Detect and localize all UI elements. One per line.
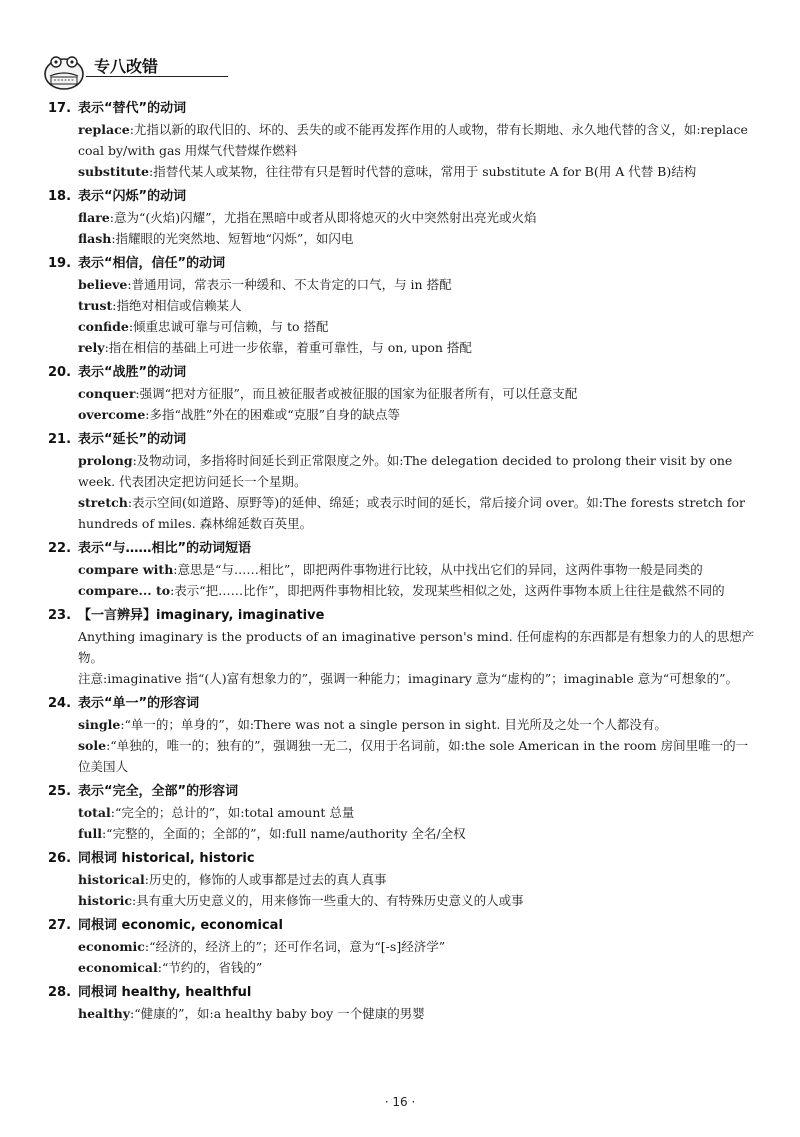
definition-line — [78, 295, 760, 316]
definition-text: :指绝对相信或信赖某人 — [112, 298, 242, 313]
definition-text: :表示空间(如道路、原野等)的延伸、绵延；或表示时间的延长，常后接介词 over。如:The forests stretch for hundreds of miles. 森林绵延数百英里。 — [78, 495, 746, 531]
section-number: 17. — [48, 101, 72, 116]
definition-text: :指耀眼的光突然地、短暂地“闪烁”，如闪电 — [111, 231, 354, 246]
term: healthy — [78, 1006, 131, 1021]
definition-line — [78, 823, 760, 844]
term: believe — [78, 277, 128, 292]
definition-line — [78, 316, 760, 337]
section-25 — [48, 781, 760, 844]
definition-text: :“经济的，经济上的”；还可作名词，意为“[-s]经济学” — [144, 939, 446, 954]
definition-line — [78, 404, 760, 425]
section-number: 23. — [48, 608, 72, 623]
term: flash — [78, 231, 112, 246]
term: compare with — [78, 562, 174, 577]
section-heading: 表示“闪烁”的动词 — [78, 189, 187, 204]
section-title — [48, 429, 760, 450]
section-number: 21. — [48, 432, 72, 447]
definition-text: :普通用词，常表示一种缓和、不太肯定的口气，与 in 搭配 — [127, 277, 452, 292]
term: sole — [78, 738, 107, 753]
section-title — [48, 982, 760, 1003]
term: substitute — [78, 164, 150, 179]
definition-line — [78, 383, 760, 404]
section-number: 20. — [48, 365, 72, 380]
definition-text: :指替代某人或某物，往往带有只是暂时代替的意味，常用于 substitute A for B(用 A 代替 B)结构 — [149, 164, 697, 179]
term: replace — [78, 122, 130, 137]
section-heading: 同根词 historical, historic — [78, 851, 255, 866]
definition-line — [78, 119, 760, 161]
term: stretch — [78, 495, 128, 510]
definition-text: :“完整的，全面的；全部的”，如:full name/authority 全名/全权 — [101, 826, 466, 841]
definition-text: :“节约的，省钱的” — [157, 960, 263, 975]
section-body — [48, 207, 760, 249]
term: flare — [78, 210, 110, 225]
section-heading: 表示“替代”的动词 — [78, 101, 187, 116]
term: economical — [78, 960, 158, 975]
definition-line — [78, 450, 760, 492]
section-heading: 表示“完全，全部”的形容词 — [78, 784, 239, 799]
definition-line — [78, 274, 760, 295]
definition-text: :“单一的；单身的”，如:There was not a single person in sight. 目光所及之处一个人都没有。 — [120, 717, 667, 732]
section-title — [48, 538, 760, 559]
section-number: 22. — [48, 541, 72, 556]
term: single — [78, 717, 121, 732]
page-number: · 16 · — [384, 1095, 416, 1109]
definition-line — [78, 1003, 760, 1024]
section-number: 24. — [48, 696, 72, 711]
section-24 — [48, 693, 760, 777]
section-body — [48, 714, 760, 777]
section-19 — [48, 253, 760, 358]
definition-text: :意思是“与……相比”，即把两件事物进行比较，从中找出它们的异同，这两件事物一般是同类的 — [173, 562, 703, 577]
section-body — [48, 626, 760, 689]
section-number: 18. — [48, 189, 72, 204]
section-heading: 表示“战胜”的动词 — [78, 365, 187, 380]
section-17 — [48, 98, 760, 182]
term: overcome — [78, 407, 146, 422]
section-20 — [48, 362, 760, 425]
definition-text: :强调“把对方征服”，而且被征服者或被征服的国家为征服者所有，可以任意支配 — [135, 386, 578, 401]
section-heading: 表示“与……相比”的动词短语 — [78, 541, 252, 556]
term: trust — [78, 298, 113, 313]
page-content — [48, 98, 760, 1028]
definition-text: 注意:imaginative 指“(人)富有想象力的”，强调一种能力；imaginary 意为“虚构的”；imaginable 意为“可想象的”。 — [78, 671, 739, 686]
definition-line — [78, 869, 760, 890]
section-heading: 表示“延长”的动词 — [78, 432, 187, 447]
term: economic — [78, 939, 145, 954]
term: conquer — [78, 386, 136, 401]
definition-text: :“健康的”，如:a healthy baby boy 一个健康的男婴 — [130, 1006, 425, 1021]
section-title — [48, 781, 760, 802]
cartoon-logo-icon — [42, 48, 86, 92]
definition-line — [78, 735, 760, 777]
section-21 — [48, 429, 760, 534]
definition-text: :意为“(火焰)闪耀”，尤指在黑暗中或者从即将熄灭的火中突然射出亮光或火焰 — [109, 210, 537, 225]
section-heading: 表示“相信，信任”的动词 — [78, 256, 226, 271]
section-title — [48, 186, 760, 207]
term: historical — [78, 872, 145, 887]
definition-text: Anything imaginary is the products of an imaginative person's mind. 任何虚构的东西都是有想象力的人的思想产物。 — [78, 629, 755, 665]
section-number: 27. — [48, 918, 72, 933]
definition-line — [78, 161, 760, 182]
section-heading: 同根词 economic, economical — [78, 918, 283, 933]
section-title — [48, 98, 760, 119]
definition-line — [78, 559, 760, 580]
section-heading: 【一言辨异】imaginary, imaginative — [78, 608, 325, 623]
definition-line — [78, 580, 760, 601]
definition-text: :多指“战胜”外在的困难或“克服”自身的缺点等 — [145, 407, 401, 422]
section-body — [48, 559, 760, 601]
section-27 — [48, 915, 760, 978]
section-body — [48, 869, 760, 911]
definition-text: :及物动词，多指将时间延长到正常限度之外。如:The delegation decided to prolong their visit by one week. 代表团决定把访问延长一个星期。 — [78, 453, 733, 489]
definition-line — [78, 228, 760, 249]
section-title — [48, 848, 760, 869]
definition-line — [78, 936, 760, 957]
section-number: 26. — [48, 851, 72, 866]
term: rely — [78, 340, 105, 355]
section-22 — [48, 538, 760, 601]
section-title — [48, 915, 760, 936]
header-divider — [86, 76, 228, 77]
section-title — [48, 605, 760, 626]
definition-line — [78, 337, 760, 358]
section-18 — [48, 186, 760, 249]
term: full — [78, 826, 102, 841]
page-header — [42, 42, 202, 92]
section-body — [48, 119, 760, 182]
definition-line — [78, 492, 760, 534]
section-number: 25. — [48, 784, 72, 799]
section-number: 19. — [48, 256, 72, 271]
section-title — [48, 693, 760, 714]
term: compare... to — [78, 583, 171, 598]
section-body — [48, 936, 760, 978]
definition-text: :历史的，修饰的人或事都是过去的真人真事 — [144, 872, 387, 887]
section-body — [48, 383, 760, 425]
definition-text: :具有重大历史意义的，用来修饰一些重大的、有特殊历史意义的人或事 — [131, 893, 524, 908]
section-body — [48, 274, 760, 358]
definition-text: :倾重忠诚可靠与可信赖，与 to 搭配 — [128, 319, 329, 334]
section-body — [48, 450, 760, 534]
definition-line — [78, 802, 760, 823]
section-heading: 表示“单一”的形容词 — [78, 696, 200, 711]
definition-line — [78, 714, 760, 735]
term: total — [78, 805, 111, 820]
section-28 — [48, 982, 760, 1024]
section-number: 28. — [48, 985, 72, 1000]
section-23 — [48, 605, 760, 689]
term: confide — [78, 319, 129, 334]
definition-text: :“单独的，唯一的；独有的”，强调独一无二，仅用于名词前，如:the sole American in the room 房间里唯一的一位美国人 — [78, 738, 749, 774]
section-title — [48, 362, 760, 383]
definition-text: :“完全的；总计的”，如:total amount 总量 — [110, 805, 355, 820]
definition-line — [78, 207, 760, 228]
definition-text: :尤指以新的取代旧的、坏的、丢失的或不能再发挥作用的人或物，带有长期地、永久地代替的含义，如:replace coal by/with gas 用煤气代替煤作燃料 — [78, 122, 748, 158]
section-heading: 同根词 healthy, healthful — [78, 985, 252, 1000]
section-title — [48, 253, 760, 274]
definition-line — [78, 668, 760, 689]
definition-text: :表示“把……比作”，即把两件事物相比较，发现某些相似之处，这两件事物本质上往往是截然不同的 — [170, 583, 725, 598]
header-title: 专八改错 — [94, 57, 159, 76]
section-body — [48, 1003, 760, 1024]
definition-line — [78, 957, 760, 978]
definition-line — [78, 890, 760, 911]
definition-line — [78, 626, 760, 668]
term: historic — [78, 893, 132, 908]
term: prolong — [78, 453, 133, 468]
definition-text: :指在相信的基础上可进一步依靠，着重可靠性，与 on, upon 搭配 — [104, 340, 472, 355]
section-26 — [48, 848, 760, 911]
section-body — [48, 802, 760, 844]
